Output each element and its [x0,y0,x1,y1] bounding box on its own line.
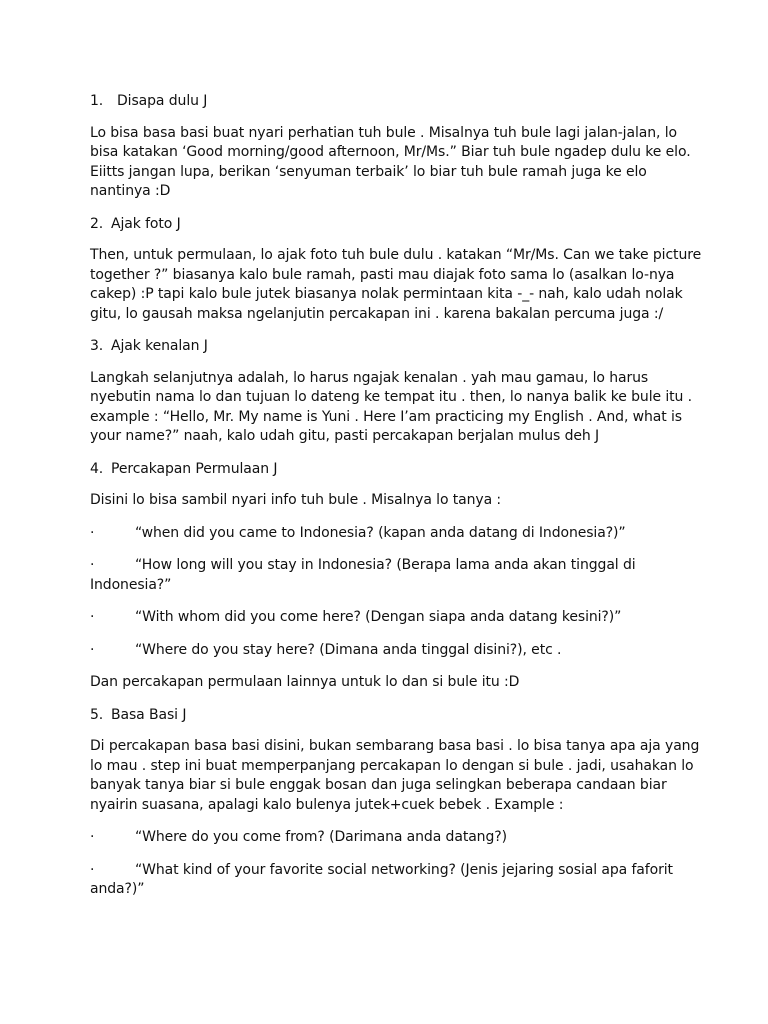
bullet-text: “Where do you stay here? (Dimana anda tinggal disini?), etc . [135,641,562,658]
section-heading-1 [90,92,708,112]
section-number: 1. [90,93,104,109]
section-number: 5. [90,706,104,723]
bullet-text: “when did you came to Indonesia? (kapan anda datang di Indonesia?)” [135,524,626,541]
section-heading-2 [90,215,708,235]
section-title: Ajak foto J [111,215,181,232]
section-title: Disapa dulu J [117,93,208,109]
bullet-marker: · [90,861,95,878]
section-title: Basa Basi J [111,706,187,723]
section-number: 4. [90,460,104,477]
paragraph: Then, untuk permulaan, lo ajak foto tuh bule dulu . katakan “Mr/Ms. Can we take picture together ?” biasanya kalo bule ramah, pasti mau diajak foto sama lo (asalkan lo-nya cakep) :P tapi kalo bule jutek biasanya nolak permintaan kita -_- nah, kalo udah nolak gitu, lo gausah maksa ngelanjutin percakapan ini . karena bakalan percuma juga :/ [90,247,702,322]
section-heading-4 [90,460,708,480]
bullet-text: “What kind of your favorite social networking? (Jenis jejaring sosial apa faforit anda?)” [90,861,673,897]
paragraph: Di percakapan basa basi disini, bukan sembarang basa basi . lo bisa tanya apa aja yang lo mau . step ini buat memperpanjang percakapan lo dengan si bule . jadi, usahakan lo banyak tanya biar si bule enggak bosan dan juga selingkan beberapa candaan biar nyairin suasana, apalagi kalo bulenya jutek+cuek bebek . Example : [90,738,700,813]
bullet-item [90,524,708,544]
section-title: Ajak kenalan J [111,338,208,354]
section-heading-3 [90,337,708,357]
bullet-marker: · [90,829,95,845]
bullet-item [90,641,708,661]
bullet-item [90,608,708,628]
bullet-item [90,828,708,848]
section-number: 3. [90,338,104,354]
bullet-marker: · [90,557,95,573]
section-number: 2. [90,215,104,232]
section-title: Percakapan Permulaan J [111,460,278,477]
paragraph: Lo bisa basa basi buat nyari perhatian tuh bule . Misalnya tuh bule lagi jalan-jalan, lo bisa katakan ‘Good morning/good afternoon, Mr/Ms.” Biar tuh bule ngadep dulu ke elo. Eiitts jangan lupa, berikan ‘senyuman terbaik’ lo biar tuh bule ramah juga ke elo nantinya :D [90,124,691,199]
section-heading-5 [90,706,708,726]
bullet-text: “How long will you stay in Indonesia? (Berapa lama anda akan tinggal di Indonesia?” [90,557,636,593]
bullet-item [90,861,708,900]
bullet-marker: · [90,524,95,541]
bullet-marker: · [90,641,95,658]
paragraph: Disini lo bisa sambil nyari info tuh bule . Misalnya lo tanya : [90,492,502,508]
bullet-text: “Where do you come from? (Darimana anda datang?) [135,829,507,845]
bullet-item [90,556,708,595]
bullet-marker: · [90,609,95,625]
paragraph: Dan percakapan permulaan lainnya untuk lo dan si bule itu :D [90,674,520,690]
paragraph: Langkah selanjutnya adalah, lo harus ngajak kenalan . yah mau gamau, lo harus nyebutin nama lo dan tujuan lo dateng ke tempat itu . then, lo nanya balik ke bule itu . example : “Hello, Mr. My name is Yuni . Here I’am practicing my English . And, what is your name?” naah, kalo udah gitu, pasti percakapan berjalan mulus deh J [90,369,693,444]
bullet-text: “With whom did you come here? (Dengan siapa anda datang kesini?)” [135,609,622,625]
